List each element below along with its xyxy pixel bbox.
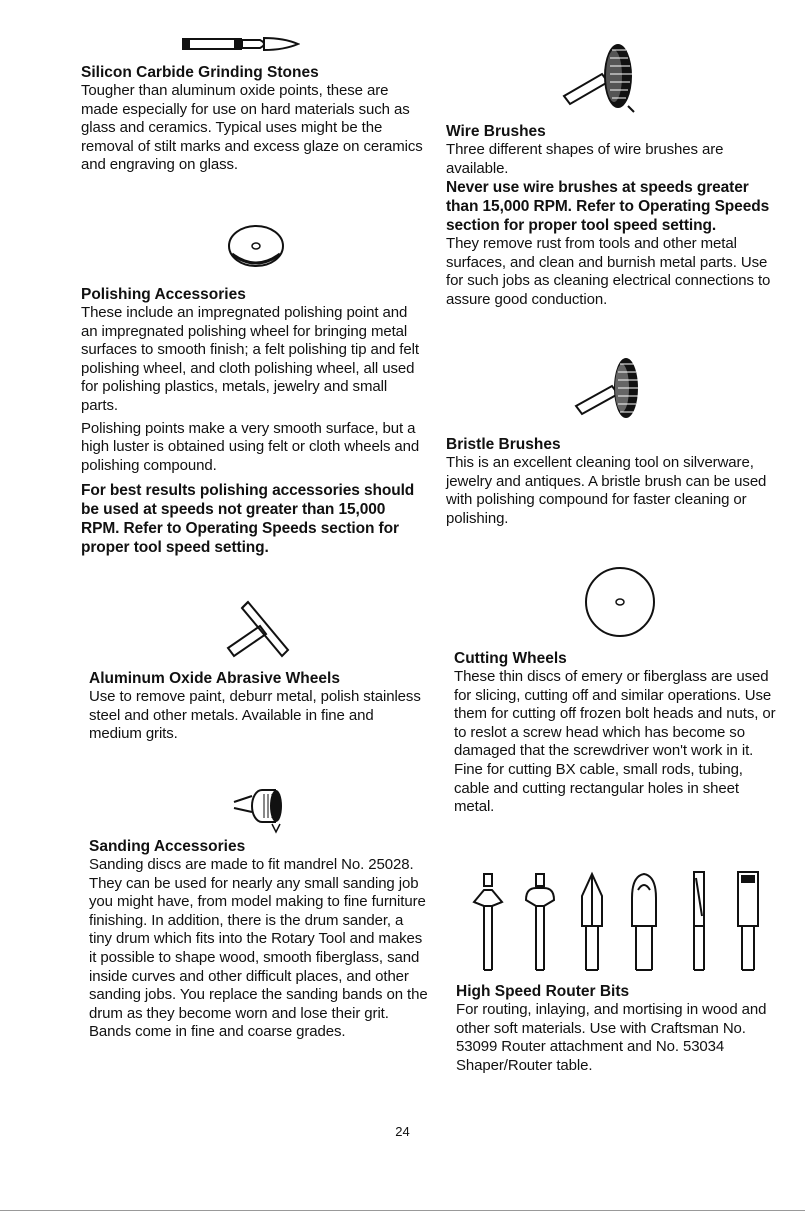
bristle-brushes-title: Bristle Brushes — [446, 436, 561, 453]
wire-brushes-section — [446, 123, 776, 310]
router-bits-title: High Speed Router Bits — [456, 983, 630, 1000]
sanding-title: Sanding Accessories — [89, 838, 246, 855]
bristle-brush-illustration — [574, 352, 658, 428]
bottom-rule — [0, 1210, 805, 1211]
silicon-carbide-section — [81, 64, 426, 175]
sanding-drum-illustration — [232, 786, 284, 834]
polishing-warning: For best results polishing accessories should be used at speeds not greater than 15,000 RPM. Refer to Operating Speeds section for proper tool speed setting. — [81, 482, 415, 557]
cutting-wheels-section — [454, 650, 779, 817]
router-bits-illustration — [470, 866, 770, 976]
wire-brushes-text: They remove rust from tools and other metal surfaces, and clean and burnish metal parts. Use for such jobs as cleaning electrical connections to assure good conduction. — [446, 235, 771, 308]
sanding-text: Sanding discs are made to fit mandrel No. 25028. They can be used for nearly any small sanding job you might have, from model making to fine furniture finishing. In addition, there is the drum sander, a tiny drum which fits into the Rotary Tool and makes it possible to shape wood, smooth fiberglass, sand inside curves and other difficult places, and other sanding jobs. You replace the sanding bands on the drum as they become worn and lose their grit. Bands come in fine and coarse grades. — [89, 856, 428, 1041]
wire-brushes-title: Wire Brushes — [446, 123, 546, 140]
router-bits-section — [456, 983, 781, 1075]
bristle-brushes-text: This is an excellent cleaning tool on silverware, jewelry and antiques. A bristle brush can be used with polishing compound for faster cleaning or polishing. — [446, 454, 767, 527]
aluminum-oxide-title: Aluminum Oxide Abrasive Wheels — [89, 670, 340, 687]
polishing-text-1: These include an impregnated polishing point and an impregnated polishing wheel for bringing metal surfaces to smooth finish; a felt polishing tip and felt polishing wheel, and cloth polishing wheel, all used for polishing plastics, metals, jewelry and small parts. — [81, 304, 419, 414]
silicon-carbide-text: Tougher than aluminum oxide points, these are made especially for use on hard materials such as glass and ceramics. Typical uses might be the removal of stilt marks and excess glaze on ceramics and engraving on glass. — [81, 82, 423, 174]
aluminum-oxide-section — [89, 670, 424, 744]
polishing-title: Polishing Accessories — [81, 286, 246, 303]
cutting-wheels-text: These thin discs of emery or fiberglass are used for slicing, cutting off and similar operations. Use them for cutting off frozen bolt heads and nuts, or to reslot a screw head which has become so damaged that the screwdriver won't work in it. Fine for cutting BX cable, small rods, tubing, cable and cutting rectangular holes in sheet metal. — [454, 668, 776, 816]
silicon-carbide-title: Silicon Carbide Grinding Stones — [81, 64, 319, 81]
wire-brushes-warning: Never use wire brushes at speeds greater than 15,000 RPM. Refer to Operating Speeds section for proper tool speed setting. — [446, 179, 770, 235]
abrasive-wheel-illustration — [226, 592, 292, 662]
cutting-wheel-illustration — [580, 566, 660, 640]
grinding-stone-illustration — [180, 32, 300, 56]
page-number: 24 — [395, 1124, 410, 1139]
polishing-section — [81, 286, 426, 557]
bristle-brushes-section — [446, 436, 776, 528]
cutting-wheels-title: Cutting Wheels — [454, 650, 567, 667]
wire-brushes-intro: Three different shapes of wire brushes are available. — [446, 141, 724, 177]
wire-brush-illustration — [562, 36, 652, 116]
router-bits-text: For routing, inlaying, and mortising in wood and other soft materials. Use with Craftsman No. 53099 Router attachment and No. 53034 Shaper/Router table. — [456, 1001, 767, 1074]
polishing-wheel-illustration — [226, 224, 286, 274]
sanding-section — [89, 838, 429, 1042]
aluminum-oxide-text: Use to remove paint, deburr metal, polish stainless steel and other metals. Available in fine and medium grits. — [89, 688, 421, 743]
polishing-text-2: Polishing points make a very smooth surface, but a high luster is obtained using felt or cloth wheels and polishing compound. — [81, 419, 420, 474]
